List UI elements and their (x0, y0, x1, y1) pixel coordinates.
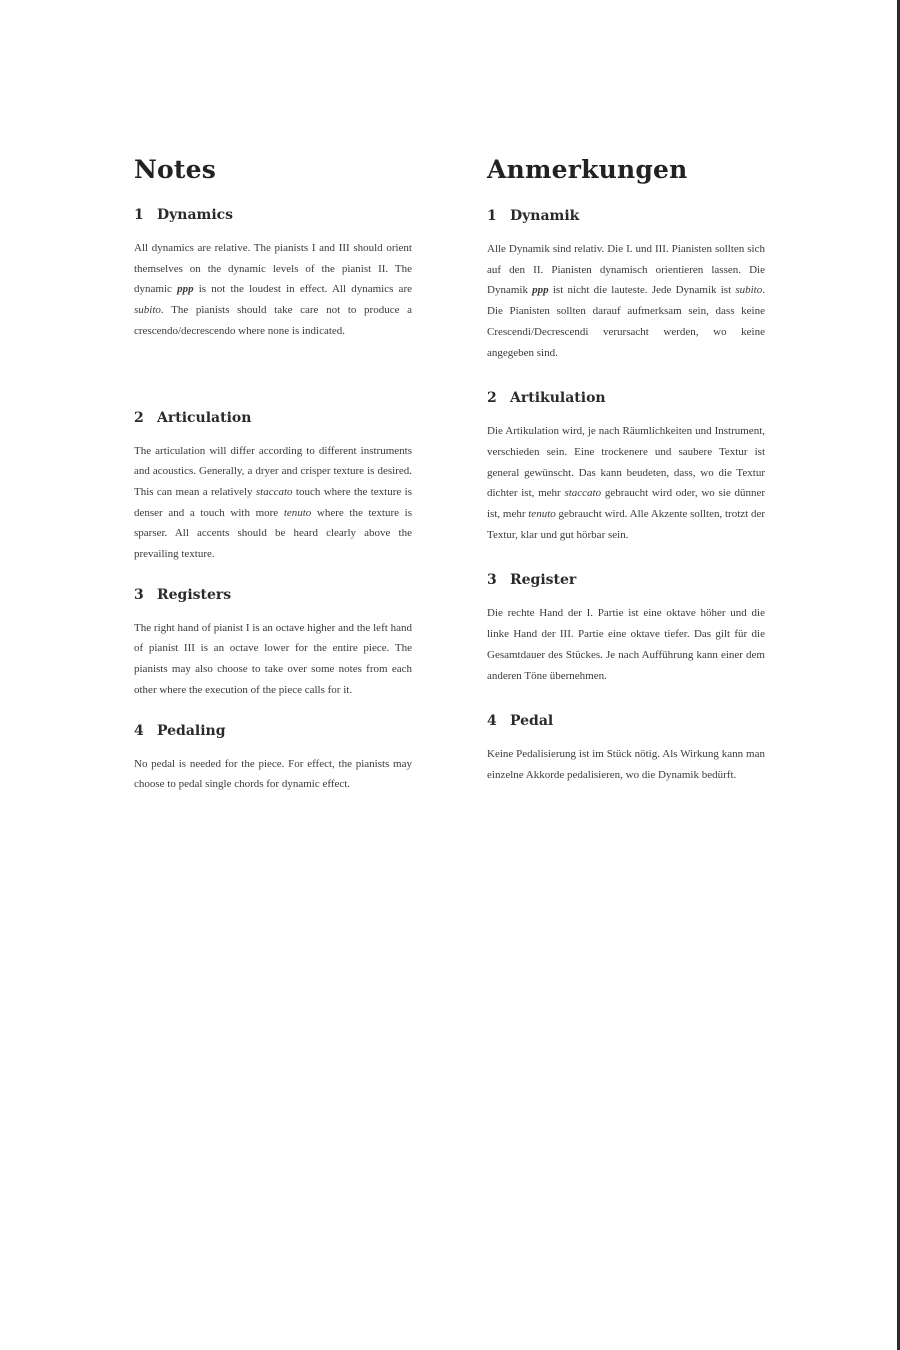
section-heading (134, 721, 412, 741)
section-number: 3 (487, 572, 497, 589)
italic-term: subito (134, 304, 161, 317)
section-register (487, 570, 765, 686)
section-number: 2 (487, 390, 497, 407)
section-heading (134, 408, 412, 428)
section-number: 1 (487, 208, 497, 224)
dynamic-marking: ppp (532, 284, 549, 297)
section-heading (487, 570, 765, 590)
section-dynamics (134, 205, 412, 342)
notes-title: Notes (134, 155, 217, 184)
section-heading (487, 206, 765, 226)
text-run: Die Artikulation wird, je nach Räumlichkeiten und Instrument, verschieden sein. Eine trockenere und saubere Textur ist general gewünscht. Das kann beudeten, dass, wo die Textur dichter ist, mehr (487, 425, 765, 500)
section-paragraph: No pedal is needed for the piece. For effect, the pianists may choose to pedal single chords for dynamic effect. (134, 757, 412, 791)
section-paragraph: Die rechte Hand der I. Partie ist eine oktave höher und die linke Hand der III. Partie eine oktave tiefer. Das gilt für die Gesamtdauer des Stückes. Je nach Aufführung kann einer dem anderen Töne übernehmen. (487, 607, 765, 682)
anmerkungen-title: Anmerkungen (487, 155, 688, 184)
section-title: Registers (157, 586, 232, 603)
section-articulation (134, 408, 412, 565)
section-number: 4 (487, 713, 497, 730)
section-number: 2 (134, 409, 144, 426)
text-run: . The pianists should take care not to produce a crescendo/decrescendo where none is indicated. (134, 304, 412, 337)
text-run: All dynamics are relative. The pianists I and III should orient themselves on the dynamic levels of the pianist II. The dynamic (134, 242, 412, 296)
section-paragraph: Keine Pedalisierung ist im Stück nötig. Als Wirkung kann man einzelne Akkorde pedalisieren, wo die Dynamik bedürft. (487, 748, 765, 781)
text-run: The articulation will differ according to different instruments and acoustics. Generally, a dryer and crisper texture is desired. This can mean a relatively (134, 444, 412, 498)
section-heading (487, 711, 765, 731)
section-title: Pedaling (157, 722, 226, 739)
section-title: Articulation (157, 409, 252, 426)
text-run: is not the loudest in effect. All dynamics are (193, 283, 412, 296)
section-title: Register (510, 572, 577, 589)
section-artikulation (487, 388, 765, 545)
section-registers (134, 585, 412, 701)
text-run: gebraucht wird. Alle Akzente sollten, trotzt der Textur, klar und gut hörbar sein. (487, 508, 765, 541)
section-pedaling (134, 721, 412, 795)
section-number: 1 (134, 207, 144, 223)
english-column (134, 150, 412, 795)
italic-term: tenuto (528, 508, 556, 521)
section-paragraph: The right hand of pianist I is an octave higher and the left hand of pianist III is an octave lower for the entire piece. The pianists may also choose to take over some notes from each other where the execution of the piece calls for it. (134, 621, 412, 696)
section-number: 4 (134, 722, 144, 739)
text-run: touch where the texture is denser and a touch with more (134, 485, 412, 519)
section-paragraph (134, 238, 412, 342)
text-run: Alle Dynamik sind relativ. Die I. und III. Pianisten sollten sich auf den II. Pianisten dynamisch orientieren lassen. Die Dynamik (487, 243, 765, 297)
text-run: gebraucht wird oder, wo sie dünner ist, mehr (487, 487, 765, 521)
text-run: where the texture is sparser. All accents should be heard clearly above the prevailing texture. (134, 506, 412, 561)
dynamic-marking: ppp (177, 283, 194, 296)
italic-term: tenuto (283, 506, 312, 519)
section-heading (134, 585, 412, 605)
italic-term: staccato (255, 485, 293, 498)
italic-term: subito (735, 284, 763, 297)
text-run: . Die Pianisten sollten darauf aufmerksam sein, dass keine Crescendi/Decrescendi verursacht werden, wo keine angegeben sind. (487, 284, 765, 359)
section-dynamik (487, 206, 765, 363)
section-title: Dynamics (157, 207, 234, 223)
section-title: Dynamik (510, 208, 580, 224)
section-paragraph (487, 421, 765, 545)
section-paragraph (134, 441, 412, 565)
section-paragraph (487, 239, 765, 363)
section-title: Artikulation (510, 390, 606, 407)
section-heading (487, 388, 765, 408)
section-pedal (487, 711, 765, 785)
text-run: ist nicht die lauteste. Jede Dynamik ist (548, 284, 736, 297)
section-title: Pedal (510, 713, 554, 730)
section-heading (134, 205, 412, 225)
section-number: 3 (134, 586, 144, 603)
german-column (487, 150, 765, 786)
italic-term: staccato (564, 487, 602, 500)
